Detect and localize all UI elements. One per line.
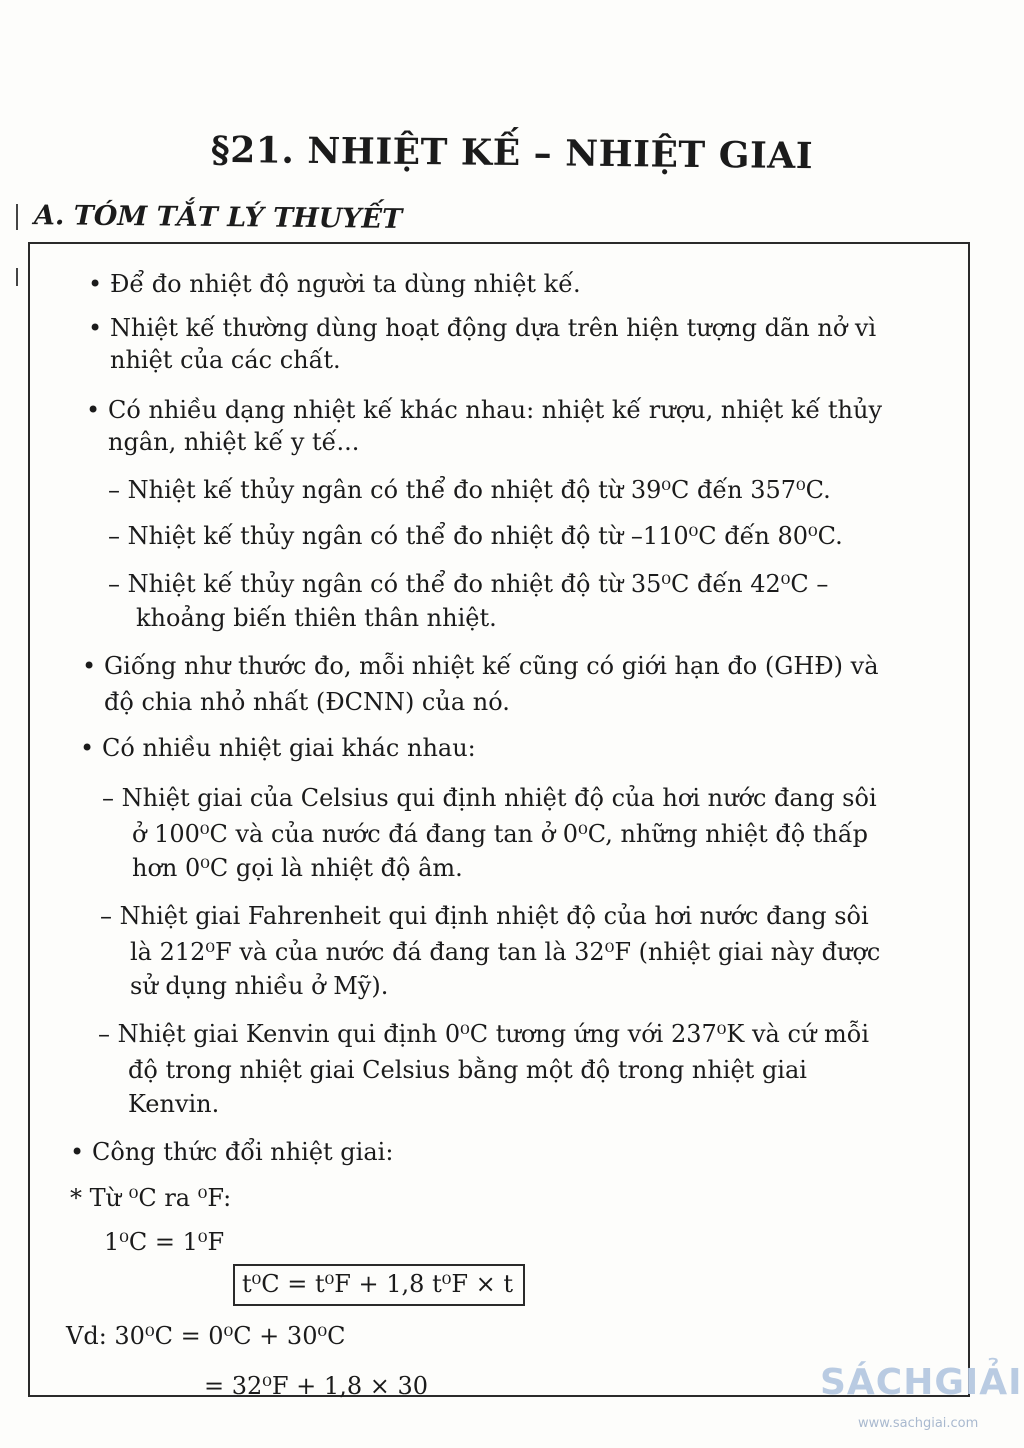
margin-mark bbox=[16, 204, 18, 230]
text-line: ngân, nhiệt kế y tế... bbox=[108, 428, 360, 456]
text-line: nhiệt của các chất. bbox=[110, 346, 341, 374]
example-line: Vd: 30⁰C = 0⁰C + 30⁰C bbox=[66, 1322, 346, 1350]
bullet-line: • Giống như thước đo, mỗi nhiệt kế cũng có giới hạn đo (GHĐ) và bbox=[104, 652, 879, 680]
text-line: độ chia nhỏ nhất (ĐCNN) của nó. bbox=[104, 688, 510, 716]
dash-line: – Nhiệt kế thủy ngân có thể đo nhiệt độ từ 35⁰C đến 42⁰C – bbox=[108, 570, 829, 598]
margin-mark bbox=[16, 268, 18, 286]
dash-line: – Nhiệt giai Fahrenheit qui định nhiệt độ của hơi nước đang sôi bbox=[100, 902, 869, 930]
text-line: sử dụng nhiều ở Mỹ). bbox=[130, 972, 389, 1000]
dash-line: – Nhiệt giai của Celsius qui định nhiệt độ của hơi nước đang sôi bbox=[102, 784, 877, 812]
formula-text: t⁰C = t⁰F + 1,8 t⁰F × t bbox=[242, 1270, 514, 1298]
text-line: độ trong nhiệt giai Celsius bằng một độ trong nhiệt giai bbox=[128, 1056, 807, 1084]
text-line: Kenvin. bbox=[128, 1090, 220, 1118]
bullet-line: • Có nhiều nhiệt giai khác nhau: bbox=[102, 734, 476, 762]
bullet-line: • Công thức đổi nhiệt giai: bbox=[92, 1138, 393, 1166]
text-line: ở 100⁰C và của nước đá đang tan ở 0⁰C, những nhiệt độ thấp bbox=[132, 820, 868, 848]
page-title: §21. NHIỆT KẾ – NHIỆT GIAI bbox=[210, 128, 814, 178]
section-heading: A. TÓM TẮT LÝ THUYẾT bbox=[33, 200, 403, 235]
dash-line: – Nhiệt kế thủy ngân có thể đo nhiệt độ từ 39⁰C đến 357⁰C. bbox=[108, 476, 831, 504]
watermark-logo bbox=[820, 1362, 1023, 1444]
bullet-line: • Nhiệt kế thường dùng hoạt động dựa trên hiện tượng dãn nở vì bbox=[110, 314, 876, 342]
logo-word: SÁCHGIẢI bbox=[820, 1362, 1023, 1403]
text-line: khoảng biến thiên thân nhiệt. bbox=[136, 604, 497, 632]
logo-url: www.sachgiai.com bbox=[858, 1416, 979, 1431]
text-line: * Từ ⁰C ra ⁰F: bbox=[70, 1184, 232, 1212]
text-line: hơn 0⁰C gọi là nhiệt độ âm. bbox=[132, 854, 463, 882]
example-line: = 32⁰F + 1,8 × 30 bbox=[204, 1372, 428, 1400]
text-line: là 212⁰F và của nước đá đang tan là 32⁰F (nhiệt giai này được bbox=[130, 938, 881, 966]
dash-line: – Nhiệt giai Kenvin qui định 0⁰C tương ứng với 237⁰K và cứ mỗi bbox=[98, 1020, 870, 1048]
bullet-line: • Có nhiều dạng nhiệt kế khác nhau: nhiệt kế rượu, nhiệt kế thủy bbox=[108, 396, 882, 424]
text-line: 1⁰C = 1⁰F bbox=[104, 1228, 225, 1256]
dash-line: – Nhiệt kế thủy ngân có thể đo nhiệt độ từ –110⁰C đến 80⁰C. bbox=[108, 522, 843, 550]
bullet-line: • Để đo nhiệt độ người ta dùng nhiệt kế. bbox=[110, 270, 581, 298]
